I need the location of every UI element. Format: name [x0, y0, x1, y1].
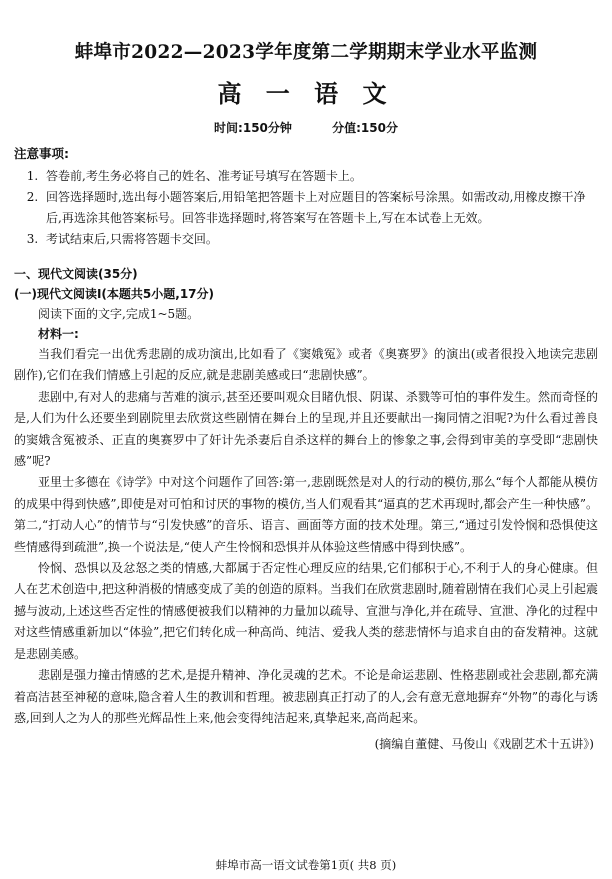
time-limit: 时间:150分钟 [214, 121, 292, 135]
source-citation: (摘编自董健、马俊山《戏剧艺术十五讲》) [374, 737, 594, 752]
passage-paragraph: 亚里士多德在《诗学》中对这个问题作了回答:第一,悲剧既然是对人的行动的模仿,那么“每个人都能从模仿的成果中得到快感”,即使是对可怕和讨厌的事物的模仿,当人们观看其“逼真的艺术再现时,都会产生一种快感”。第二,“打动人心”的情节与“引发快感”的音乐、语言、画面等方面的技术处理。第三,“通过引发怜悯和恐惧使这些情感得到疏泄”,换一个说法是,“使人产生怜悯和恐惧并从体验这些情感中得到快感”。 [14, 475, 598, 554]
passage-paragraph: 悲剧中,有对人的悲痛与苦难的演示,甚至还要叫观众目睹仇恨、阴谋、杀戮等可怕的事件发生。然而奇怪的是,人们为什么还要坐到剧院里去欣赏这些剧情在舞台上的呈现,并且还要献出一掬同情之泪呢?为什么看过善良的窦娥含冤被杀、正直的奥赛罗中了奸计先杀妻后自杀这样的舞台上的惨象之事,会得到审美的享受即“悲剧快感”呢? [14, 389, 598, 469]
page-footer: 蚌埠市高一语文试卷第1页( 共8 页) [215, 858, 397, 872]
subject-title: 高 一 语 文 [217, 80, 395, 108]
total-score: 分值:150分 [332, 121, 398, 135]
instruction: 阅读下面的文字,完成1~5题。 [38, 307, 200, 321]
exam-title: 蚌埠市2022—2023学年度第二学期期末学业水平监测 [74, 42, 538, 63]
exam-meta [14, 119, 598, 136]
section-subtitle: (一)现代文阅读Ⅰ(本题共5小题,17分) [14, 287, 215, 301]
notice-item: 2. 回答选择题时,选出每小题答案后,用铅笔把答题卡上对应题目的答案标号涂黑。如需改动,用橡皮擦干净后,再选涂其他答案标号。回答非选择题时,将答案写在答题卡上,写在本试卷上无效。 [42, 187, 598, 229]
notice-list [14, 166, 598, 250]
passage-paragraph: 怜悯、恐惧以及忿怒之类的情感,大都属于否定性心理反应的结果,它们郁积于心,不利于人的身心健康。但人在艺术创造中,把这种消极的情感变成了美的创造的原料。当我们在欣赏悲剧时,随着剧情在我们心灵上引起震撼与波动,上述这些否定性的情感便被我们以精神的力量加以疏导、宣泄与净化,并在疏导、宣泄、净化的过程中对这些情感重新加以“体验”,把它们转化成一种高尚、纯洁、爱我人类的慈悲情怀与追求自由的奋发精神。这就是悲剧美感。 [14, 561, 598, 661]
notice-item: 3. 考试结束后,只需将答题卡交回。 [42, 229, 598, 250]
notice-heading: 注意事项: [14, 146, 69, 161]
section-title: 一、现代文阅读(35分) [14, 267, 138, 281]
passage-paragraph: 当我们看完一出优秀悲剧的成功演出,比如看了《窦娥冤》或者《奥赛罗》的演出(或者很投入地读完悲剧剧作),它们在我们情感上引起的反应,就是悲剧美感或曰“悲剧快感”。 [14, 347, 598, 383]
material-label: 材料一: [38, 327, 79, 341]
passage-paragraph: 悲剧是强力撞击情感的艺术,是提升精神、净化灵魂的艺术。不论是命运悲剧、性格悲剧或社会悲剧,都充满着高洁甚至神秘的意味,隐含着人生的教训和哲理。被悲剧真正打动了的人,会有意无意地摒弃“外物”的毒化与诱惑,回到人之为人的那些光辉品性上来,他会变得纯洁起来,真挚起来,高尚起来。 [14, 668, 598, 725]
notice-item: 1. 答卷前,考生务必将自己的姓名、准考证号填写在答题卡上。 [42, 166, 598, 187]
